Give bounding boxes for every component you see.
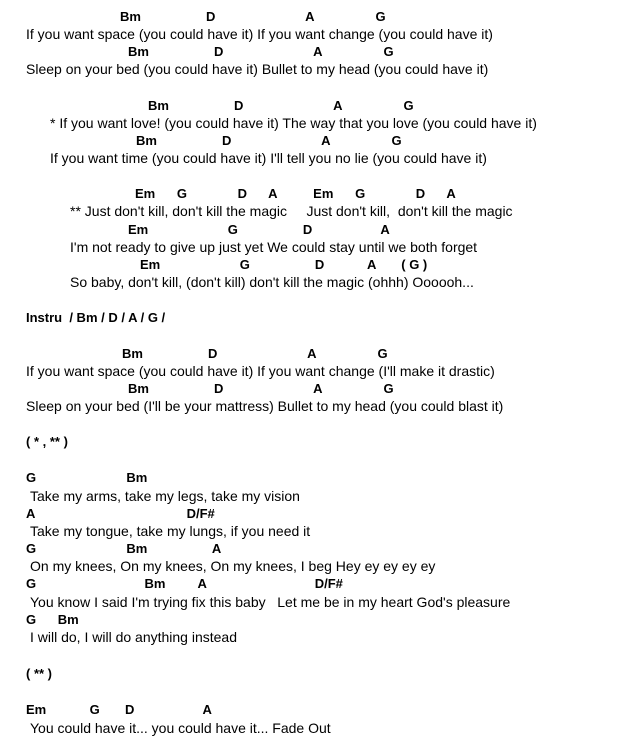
bridge-lyric-line-3: On my knees, On my knees, On my knees, I beg Hey ey ey ey ey — [30, 558, 436, 574]
bridge-chord-line-5: G Bm — [26, 612, 79, 627]
repeat-marker-2: ( ** ) — [26, 666, 52, 681]
bridge-chord-line-1: G Bm — [26, 470, 148, 485]
chorus-b-lyric-line-3: So baby, don't kill, (don't kill) don't kill the magic (ohhh) Oooooh... — [70, 274, 474, 290]
instrumental-line: Instru / Bm / D / A / G / — [26, 310, 166, 325]
bridge-lyric-line-1: Take my arms, take my legs, take my vision — [30, 488, 300, 504]
bridge-chord-line-4: G Bm A D/F# — [26, 576, 343, 591]
chorus-b-chord-line-1: Em G D A Em G D A — [135, 186, 456, 201]
verse2-lyric-line-2: Sleep on your bed (I'll be your mattress) Bullet to my head (you could blast it) — [26, 398, 504, 414]
outro-lyric-line-1: You could have it... you could have it... Fade Out — [30, 720, 331, 736]
chorus-b-chord-line-3: Em G D A ( G ) — [140, 257, 428, 272]
verse1-chord-line-2: Bm D A G — [128, 44, 394, 59]
chorus-a-chord-line-1: Bm D A G — [148, 98, 414, 113]
chorus-b-chord-line-2: Em G D A — [128, 222, 390, 237]
chorus-b-lyric-line-2: I'm not ready to give up just yet We could stay until we both forget — [70, 239, 478, 255]
chorus-a-chord-line-2: Bm D A G — [136, 133, 402, 148]
verse1-chord-line-1: Bm D A G — [120, 9, 386, 24]
bridge-chord-line-2: A D/F# — [26, 506, 215, 521]
verse1-lyric-line-2: Sleep on your bed (you could have it) Bullet to my head (you could have it) — [26, 61, 489, 77]
verse1-lyric-line-1: If you want space (you could have it) If you want change (you could have it) — [26, 26, 493, 42]
chorus-b-lyric-line-1: ** Just don't kill, don't kill the magic Just don't kill, don't kill the magic — [70, 203, 513, 219]
verse2-lyric-line-1: If you want space (you could have it) If you want change (I'll make it drastic) — [26, 363, 495, 379]
bridge-lyric-line-2: Take my tongue, take my lungs, if you need it — [30, 523, 311, 539]
chorus-a-lyric-line-1: * If you want love! (you could have it) The way that you love (you could have it) — [50, 115, 537, 131]
verse2-chord-line-2: Bm D A G — [128, 381, 394, 396]
outro-chord-line-1: Em G D A — [26, 702, 212, 717]
verse2-chord-line-1: Bm D A G — [122, 346, 388, 361]
bridge-lyric-line-4: You know I said I'm trying fix this baby Let me be in my heart God's pleasure — [30, 594, 511, 610]
bridge-lyric-line-5: I will do, I will do anything instead — [30, 629, 237, 645]
repeat-marker-1: ( * , ** ) — [26, 434, 68, 449]
bridge-chord-line-3: G Bm A — [26, 541, 222, 556]
chorus-a-lyric-line-2: If you want time (you could have it) I'll tell you no lie (you could have it) — [50, 150, 487, 166]
